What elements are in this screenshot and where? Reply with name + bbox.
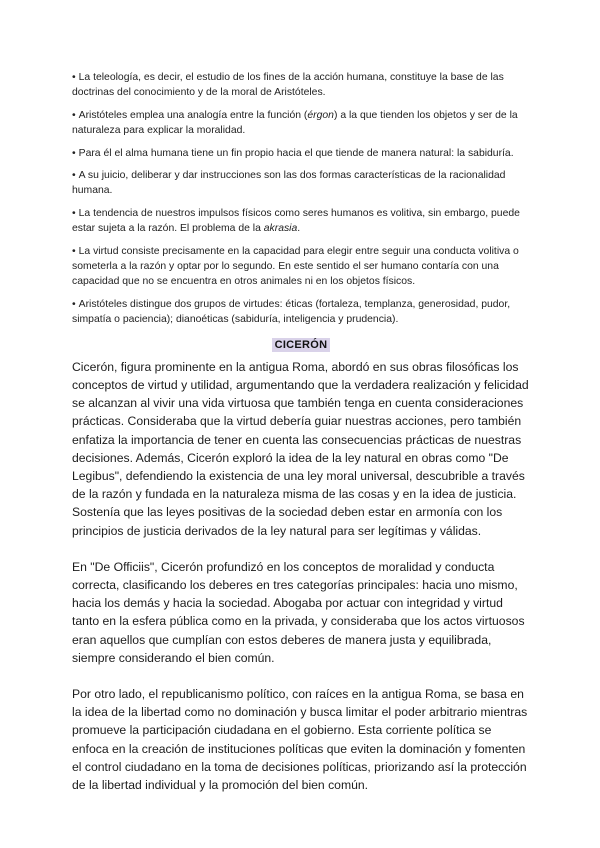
bullet-item: • A su juicio, deliberar y dar instrucciones son las dos formas características de la racionalidad humana. [72,170,506,197]
bullet-dot: • [72,298,76,310]
bullet-dot: • [72,109,76,121]
bullet-item: • La virtud consiste precisamente en la capacidad para elegir entre seguir una conducta volitiva o someterla a la razón y optar por lo segundo. En este sentido el ser humano contaría con una capacidad que no se encuentra en otros animales ni en los objetos físicos. [72,245,519,288]
bullet-item: • Aristóteles distingue dos grupos de virtudes: éticas (fortaleza, templanza, generosidad, pudor, simpatía o paciencia); dianoéticas (sabiduría, inteligencia y prudencia). [72,298,511,326]
bullet-dot: • [72,207,76,219]
body-paragraph: Cicerón, figura prominente en la antigua Roma, abordó en sus obras filosóficas los conceptos de virtud y utilidad, argumentando que la verdadera realización y felicidad se alcanzan al vivir una vida virtuosa que también tenga en cuenta consideraciones prácticas. Consideraba que la virtud debería guiar nuestras acciones, pero también enfatiza la importancia de tener en cuenta las consecuencias prácticas de nuestras decisiones. Además, Cicerón exploró la idea de la ley natural en obras como "De Legibus", defendiendo la existencia de una ley moral universal, descubrible a través de la razón y fundada en la naturaleza misma de las cosas y en la idea de justicia. Sostenía que las leyes positivas de la sociedad deben estar en armonía con los principios de justicia derivados de la ley natural para ser legítimas y válidas. [72,359,529,538]
bullet-dot: • [72,147,76,159]
emphasis-term: érgon [307,109,334,121]
bullet-dot: • [72,170,76,182]
body-paragraph: Por otro lado, el republicanismo político, con raíces en la antigua Roma, se basa en la idea de la libertad como no dominación y busca limitar el poder arbitrario mientras promueve la participación ciudadana en el gobierno. Esta corriente política se enfoca en la creación de instituciones políticas que eviten la dominación y fomenten el control ciudadano en la toma de decisiones políticas, priorizando así la protección de la libertad individual y la promoción del bien común. [72,686,528,792]
bullet-dot: • [72,72,76,83]
bullet-dot: • [72,245,76,257]
section-heading: CICERÓN [272,338,331,352]
bullet-item: • La tendencia de nuestros impulsos físicos como seres humanos es volitiva, sin embargo, puede estar sujeta a la razón. El problema de la akrasia. [72,207,520,235]
bullet-item: • Para él el alma humana tiene un fin propio hacia el que tiende de manera natural: la sabiduría. [72,147,514,159]
section-heading-wrap [72,335,530,353]
emphasis-term: akrasia [263,223,298,235]
summary-bullet-list [72,70,530,328]
body-paragraph: En "De Officiis", Cicerón profundizó en los conceptos de moralidad y conducta correcta, clasificando los deberes en tres categorías principales: hacia uno mismo, hacia los demás y hacia la sociedad. Abogaba por actuar con integridad y virtud tanto en la esfera pública como en la privada, y consideraba que los actos virtuosos eran aquellos que cumplían con estos deberes de manera justa y equilibrada, siempre considerando el bien común. [72,559,525,665]
bullet-item: • Aristóteles emplea una analogía entre la función (érgon) a la que tienden los objetos y ser de la naturaleza para explicar la moralidad. [72,109,518,137]
bullet-item: • La teleología, es decir, el estudio de los fines de la acción humana, constituye la base de las doctrinas del conocimiento y de la moral de Aristóteles. [72,72,504,99]
